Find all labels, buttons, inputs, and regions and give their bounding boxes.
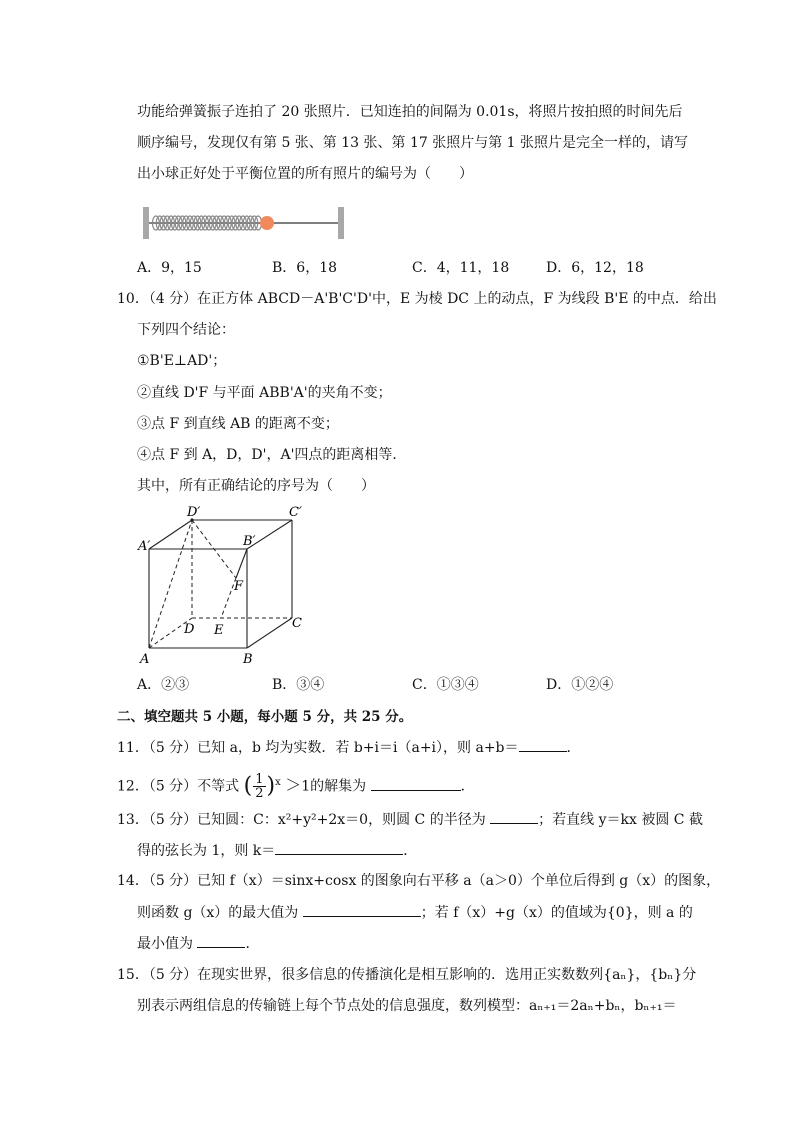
q14-line3 [137,933,259,954]
q12-paren-open: ( [243,773,253,799]
label-C: C [292,616,302,631]
q12-prefix: 12．（5 分）不等式 [117,778,240,795]
q14-text-3: 最小值为 [137,936,193,952]
q10-conclusion-3: ③点 F 到直线 AB 的距离不变； [137,416,339,432]
q14-answer-blank-1[interactable] [303,902,421,917]
q13-text-1: 13．（5 分）已知圆：C：x²+y²+2x＝0，则圆 C 的半径为 [117,812,486,828]
q14-text-2b: ；若 f（x）+g（x）的值域为{0}，则 a 的 [420,905,693,921]
q9-option-b[interactable]: B．6，18 [272,260,338,276]
left-wall [143,207,149,239]
q12-suffix: ． [460,778,475,795]
q14-text-2: 则函数 g（x）的最大值为 [137,905,299,921]
q13-text-2: 得的弦长为 1，则 k＝ [137,843,276,859]
q11-text: 11．（5 分）已知 a，b 均为实数．若 b+i＝i（a+i），则 a+b＝ [117,740,519,756]
q11 [117,737,581,758]
q9-option-d[interactable]: D．6，12，18 [546,260,644,276]
q10-line7: 其中，所有正确结论的序号为（ ） [137,478,375,494]
label-Dp: D′ [187,505,201,520]
q12 [117,768,475,802]
q13-line2 [137,840,417,861]
q10-line2: 下列四个结论： [137,322,235,338]
cube-figure [130,500,330,670]
q13-line1 [117,809,703,830]
q9-option-c[interactable]: C．4，11，18 [412,260,510,276]
q12-answer-blank[interactable] [371,776,461,791]
q12-fraction: $\frac{1}{2}$ [255,772,264,802]
q9-line1: 功能给弹簧振子连拍了 20 张照片．已知连拍的间隔为 0.01s，将照片按拍照的时间先后 [137,104,683,120]
label-B: B [243,652,253,667]
q12-gt: ＞ [285,775,302,795]
q10-option-b[interactable]: B．③④ [272,677,325,693]
label-Bp: B′ [243,534,256,549]
q12-paren-close: ) [266,773,276,799]
q10-conclusion-2: ②直线 D'F 与平面 ABB'A'的夹角不变； [137,385,392,401]
q13-answer-blank-1[interactable] [490,809,538,824]
q9-option-a[interactable]: A．9，15 [137,260,202,276]
q10-option-d[interactable]: D．①②④ [546,677,614,693]
q14-answer-blank-2[interactable] [197,933,245,948]
spring-oscillator-figure [140,205,350,241]
section-2-heading: 二、填空题共 5 小题，每小题 5 分，共 25 分。 [117,709,413,725]
q13-text-2b: ． [403,843,418,859]
q9-line3: 出小球正好处于平衡位置的所有照片的编号为（ ） [137,166,473,182]
q11-suffix: ． [566,740,581,756]
q10-option-a[interactable]: A．②③ [137,677,190,693]
label-E: E [214,623,224,638]
q13-answer-blank-2[interactable] [275,840,403,855]
q10-conclusion-1: ①B'E⊥AD'； [137,353,227,369]
q15-line2: 别表示两组信息的传输链上每个节点处的信息强度，数列模型：aₙ₊₁＝2aₙ+bₙ，bₙ₊₁＝ [137,998,677,1014]
q10-line1: 10．（4 分）在正方体 ABCD－A'B'C'D'中，E 为棱 DC 上的动点，F 为线段 B'E 的中点．给出 [117,291,717,307]
q13-text-1b: ；若直线 y＝kx 被圆 C 截 [538,812,703,828]
q15-line1: 15．（5 分）在现实世界，很多信息的传播演化是相互影响的．选用正实数数列{aₙ}，{bₙ}分 [117,967,697,983]
right-wall [338,207,344,239]
q10-option-c[interactable]: C．①③④ [412,677,479,693]
q10-conclusion-4: ④点 F 到 A，D，D'，A'四点的距离相等． [137,447,407,463]
q12-exponent: x [275,777,281,788]
label-Ap: A′ [138,539,151,554]
q14-line1: 14．（5 分）已知 f（x）＝sinx+cosx 的图象向右平移 a（a＞0）个单位后得到 g（x）的图象， [117,873,721,889]
label-F: F [234,579,244,594]
q12-mid: 的解集为 [310,778,367,795]
label-Cp: C′ [289,505,302,520]
q14-line2 [137,902,693,923]
q11-answer-blank[interactable] [519,737,567,752]
label-D: D [184,622,195,637]
q12-rhs: 1 [301,778,311,795]
label-A: A [140,652,150,667]
q14-text-3b: ． [245,936,260,952]
ball [260,216,274,230]
q9-line2: 顺序编号，发现仅有第 5 张、第 13 张、第 17 张照片与第 1 张照片是完全一样的，请写 [137,135,689,151]
